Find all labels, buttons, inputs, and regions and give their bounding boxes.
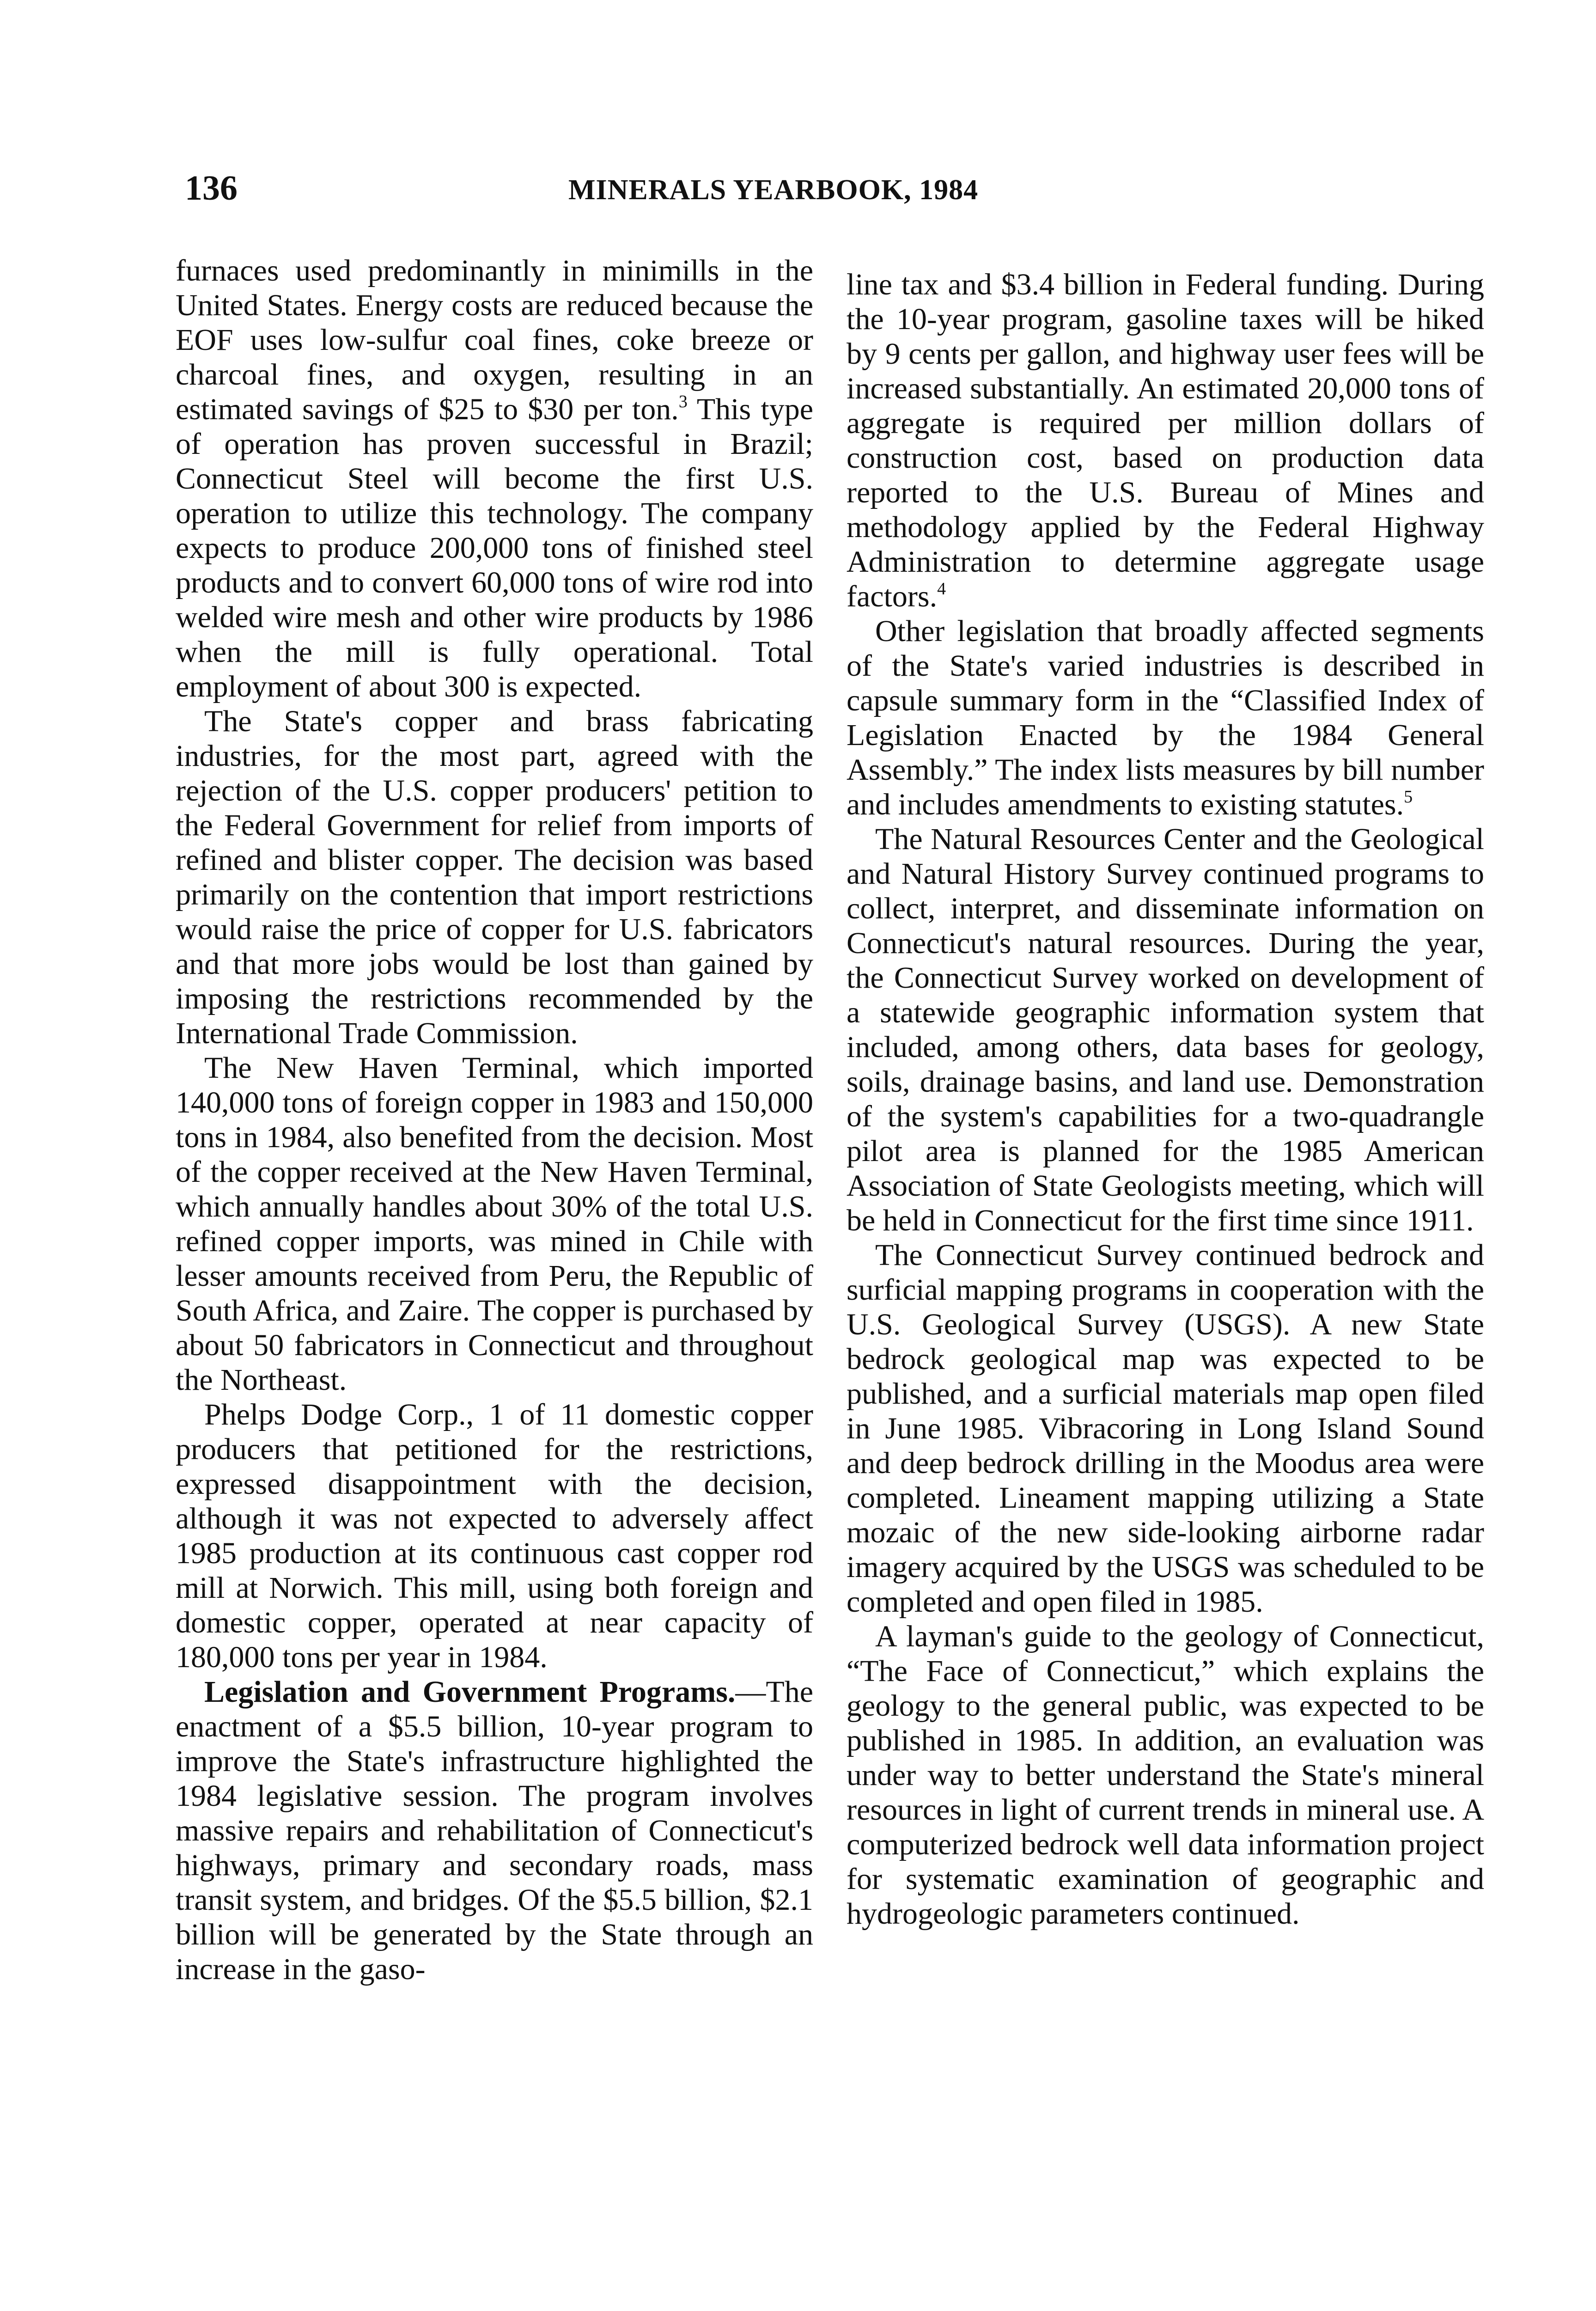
paragraph-phelps-dodge: Phelps Dodge Corp., 1 of 11 domestic copper producers that petitioned for the restrictions, expressed disappointment with the decision, although it was not expected to adversely affect 1985 production at its continuous cast copper rod mill at Norwich. This mill, using both foreign and domestic copper, operated at near capacity of 180,000 tons per year in 1984. [176,1398,813,1674]
running-head: MINERALS YEARBOOK, 1984 [568,174,979,206]
paragraph-text: This type of operation has proven successful in Brazil; Connecticut Steel will become the first U.S. operation to utilize this technology. The company expects to produce 200,000 tons of finished steel products and to convert 60,000 tons of wire rod into welded wire mesh and other wire products by 1986 when the mill is fully operational. Total employment of about 300 is expected. [176,392,814,703]
footnote-ref: 5 [1404,787,1413,807]
paragraph-connecticut-survey: The Connecticut Survey continued bedrock and surficial mapping programs in cooperation with the U.S. Geological Survey (USGS). A new State bedrock geological map was expected to be published, and a surficial materials map open filed in June 1985. Vibracoring in Long Island Sound and deep bedrock drilling in the Moodus area were completed. Lineament mapping utilizing a State mozaic of the new side-looking airborne radar imagery acquired by the USGS was scheduled to be completed and open filed in 1985. [847,1238,1484,1619]
paragraph-gasoline-tax [847,267,1484,614]
section-heading: Legislation and Government Programs. [204,1675,736,1709]
paragraph-text: furnaces used predominantly in minimills in the United States. Energy costs are reduced because the EOF uses low-sulfur coal fines, coke breeze or charcoal fines, and oxygen, resulting in an estimated savings of $25 to $30 per ton. [176,254,813,426]
left-column [176,253,813,1987]
right-column [847,267,1484,1931]
paragraph-copper-fabricating: The State's copper and brass fabricating industries, for the most part, agreed with the rejection of the U.S. copper producers' petition to the Federal Government for relief from imports of refined and blister copper. The decision was based primarily on the contention that import restrictions would raise the price of copper for U.S. fabricators and that more jobs would be lost than gained by imposing the restrictions recommended by the International Trade Commission. [176,704,813,1050]
page-number: 136 [185,169,238,208]
paragraph-other-legislation [847,614,1484,822]
paragraph-text: —The enactment of a $5.5 billion, 10-year program to improve the State's infrastructure highlighted the 1984 legislative session. The program involves massive repairs and rehabilitation of Connecticut's highways, primary and secondary roads, mass transit system, and bridges. Of the $5.5 billion, $2.1 billion will be generated by the State through an increase in the gaso- [176,1675,813,1986]
paragraph-eof-furnaces [176,253,813,704]
paragraph-laymans-guide: A layman's guide to the geology of Connecticut, “The Face of Connecticut,” which explains the geology to the general public, was expected to be published in 1985. In addition, an evaluation was under way to better understand the State's mineral resources in light of current trends in mineral use. A computerized bedrock well data information project for systematic examination of geographic and hydrogeologic parameters continued. [847,1620,1484,1931]
paragraph-natural-resources-center: The Natural Resources Center and the Geological and Natural History Survey continued programs to collect, interpret, and disseminate information on Connecticut's natural resources. During the year, the Connecticut Survey worked on development of a statewide geographic information system that included, among others, data bases for geology, soils, drainage basins, and land use. Demonstration of the system's capabilities for a two-quadrangle pilot area is planned for the 1985 American Association of State Geologists meeting, which will be held in Connecticut for the first time since 1911. [847,822,1484,1237]
paragraph-text: line tax and $3.4 billion in Federal funding. During the 10-year program, gasoline taxes will be hiked by 9 cents per gallon, and highway user fees will be increased substantially. An estimated 20,000 tons of aggregate is required per million dollars of construction cost, based on production data reported to the U.S. Bureau of Mines and methodology applied by the Federal Highway Administration to determine aggregate usage factors. [847,268,1484,613]
paragraph-new-haven-terminal: The New Haven Terminal, which imported 140,000 tons of foreign copper in 1983 and 150,000 tons in 1984, also benefited from the decision. Most of the copper received at the New Haven Terminal, which annually handles about 30% of the total U.S. refined copper imports, was mined in Chile with lesser amounts received from Peru, the Republic of South Africa, and Zaire. The copper is purchased by about 50 fabricators in Connecticut and throughout the Northeast. [176,1051,813,1397]
footnote-ref: 3 [678,392,688,411]
paragraph-legislation [176,1675,813,1987]
footnote-ref: 4 [937,579,946,599]
paragraph-text: Other legislation that broadly affected segments of the State's varied industries is described in capsule summary form in the “Classified Index of Legislation Enacted by the 1984 General Assembly.” The index lists measures by bill number and includes amendments to existing statutes. [847,614,1484,821]
